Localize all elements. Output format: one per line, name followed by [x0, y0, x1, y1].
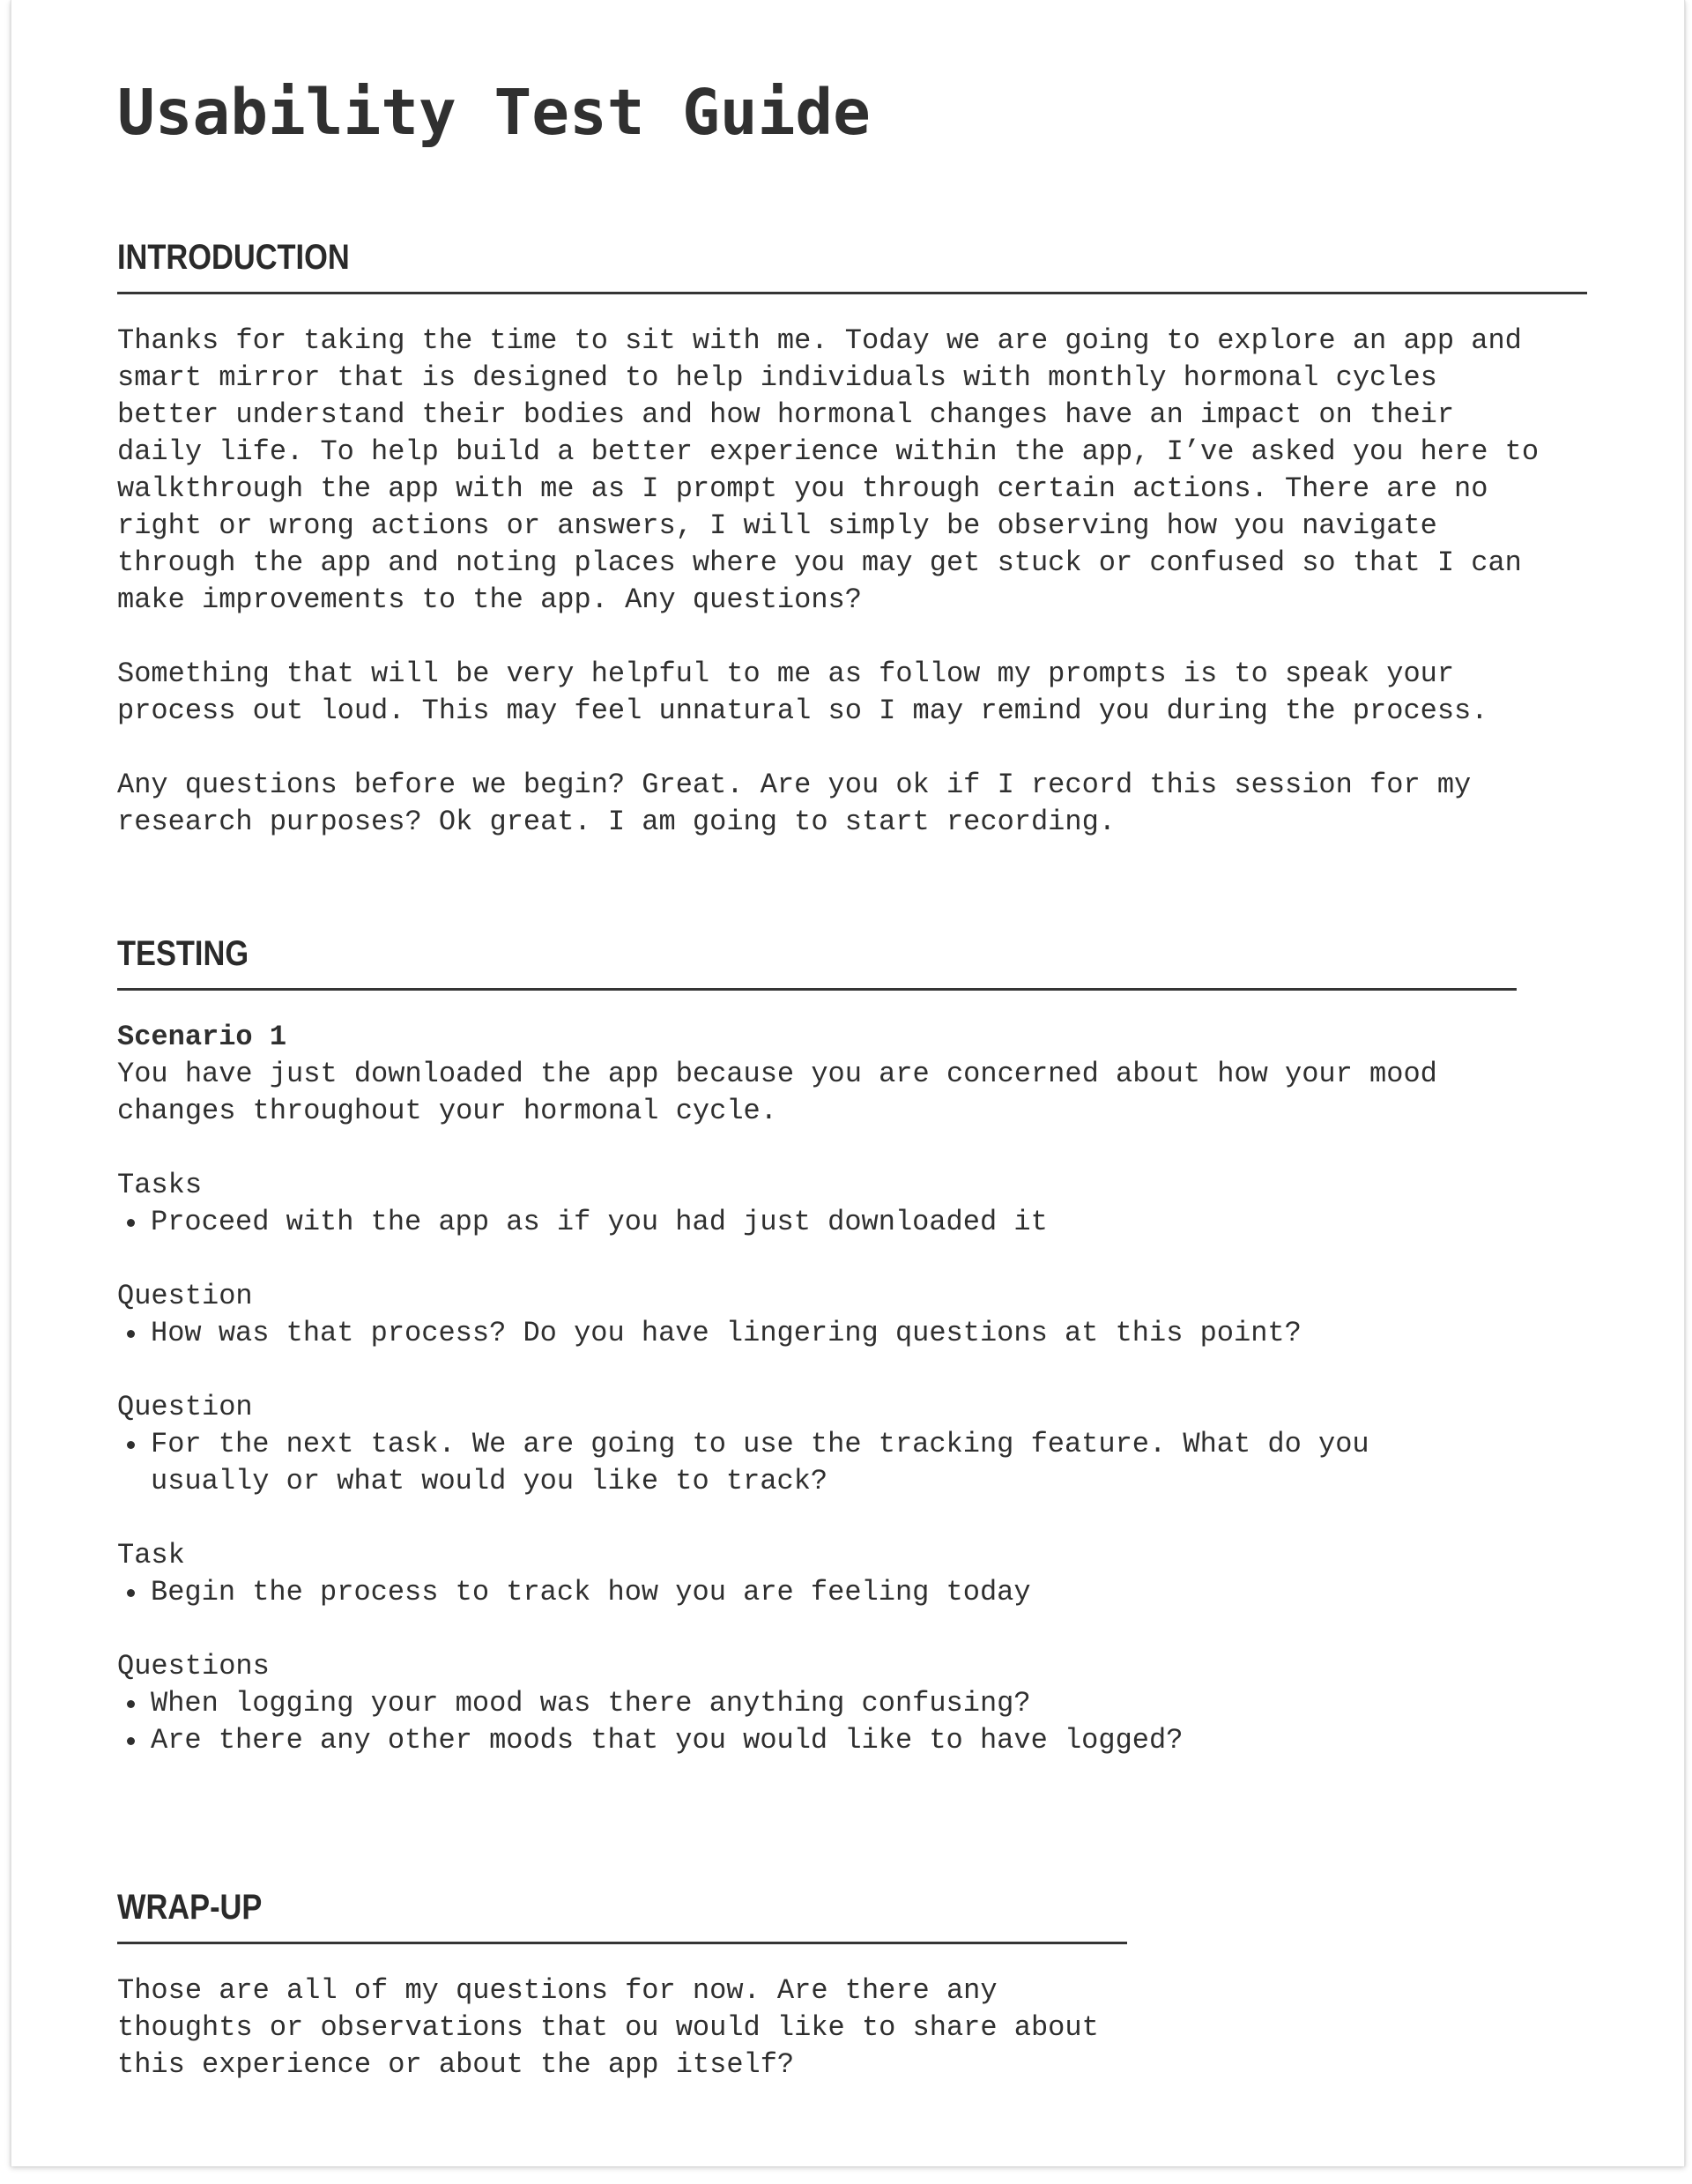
wrapup-paragraph: Those are all of my questions for now. Are there any thoughts or observations that ou would like to share about this experience or about the app itself? [117, 1974, 1099, 2081]
wrapup-heading: WRAP-UP [117, 1888, 263, 1927]
bullet-icon [127, 1700, 135, 1708]
testing-heading: TESTING [117, 934, 249, 973]
list-item-text: Are there any other moods that you would like to have logged? [151, 1724, 1184, 1757]
list-item [117, 1574, 1517, 1611]
testing-section [117, 936, 1517, 1759]
list-item [117, 1204, 1517, 1241]
list-item [117, 1685, 1517, 1722]
block-label: Question [117, 1391, 253, 1423]
introduction-paragraph-2: Something that will be very helpful to me as follow my prompts is to speak your process out loud. This may feel unnatural so I may remind you during the process. [117, 657, 1488, 727]
scenario-label: Scenario 1 [117, 1021, 287, 1053]
bullet-icon [127, 1441, 135, 1449]
tasks-block [117, 1167, 1517, 1241]
introduction-section [117, 240, 1587, 841]
scenario-text: You have just downloaded the app because you are concerned about how your mood changes throughout your hormonal cycle. [117, 1058, 1437, 1127]
bullet-icon [127, 1589, 135, 1597]
list-item [117, 1315, 1517, 1352]
introduction-paragraph-3: Any questions before we begin? Great. Are you ok if I record this session for my research purposes? Ok great. I am going to start recording. [117, 769, 1472, 838]
task-block [117, 1537, 1517, 1611]
document-page [11, 0, 1685, 2166]
list-item-text: When logging your mood was there anything confusing? [151, 1687, 1031, 1720]
list-item [117, 1426, 1517, 1500]
question-block-1 [117, 1278, 1517, 1352]
bullet-list [117, 1685, 1517, 1759]
testing-divider [117, 988, 1517, 991]
introduction-paragraph-1: Thanks for taking the time to sit with me. Today we are going to explore an app and smart mirror that is designed to help individuals with monthly hormonal cycles better understand their bodies and how hormonal changes have an impact on their daily life. To help build a better experience within the app, I’ve asked you here to walkthrough the app with me as I prompt you through certain actions. There are no right or wrong actions or answers, I will simply be observing how you navigate through the app and noting places where you may get stuck or confused so that I can make improvements to the app. Any questions? [117, 324, 1540, 616]
block-label: Question [117, 1280, 253, 1312]
list-item-text: Begin the process to track how you are feeling today [151, 1576, 1031, 1608]
list-item [117, 1722, 1517, 1759]
bullet-icon [127, 1737, 135, 1745]
bullet-list [117, 1426, 1517, 1500]
questions-block [117, 1648, 1517, 1759]
introduction-divider [117, 292, 1587, 294]
wrapup-section [117, 1890, 1127, 2084]
block-label: Task [117, 1539, 185, 1571]
bullet-icon [127, 1219, 135, 1227]
introduction-heading: INTRODUCTION [117, 238, 350, 277]
bullet-list [117, 1574, 1517, 1611]
bullet-list [117, 1315, 1517, 1352]
block-label: Questions [117, 1650, 270, 1683]
list-item-text: Proceed with the app as if you had just downloaded it [151, 1206, 1048, 1238]
wrapup-divider [117, 1942, 1127, 1944]
document-title: Usability Test Guide [117, 76, 871, 149]
question-block-2 [117, 1389, 1517, 1500]
block-label: Tasks [117, 1169, 203, 1201]
list-item-text: For the next task. We are going to use the tracking feature. What do you usually or what would you like to track? [151, 1428, 1369, 1497]
list-item-text: How was that process? Do you have lingering questions at this point? [151, 1317, 1302, 1349]
bullet-list [117, 1204, 1517, 1241]
bullet-icon [127, 1330, 135, 1338]
